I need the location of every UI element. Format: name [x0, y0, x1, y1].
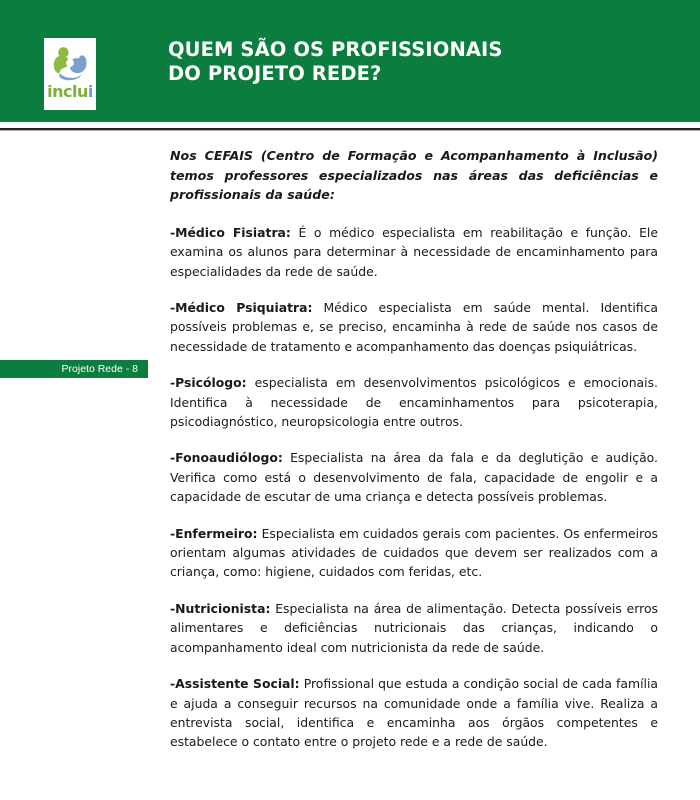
- professional-entry: [170, 223, 658, 281]
- professional-entry: [170, 448, 658, 506]
- inclui-wordmark-text: inclu: [47, 82, 88, 101]
- inclui-wordmark-last-letter: i: [87, 82, 93, 101]
- intro-paragraph: Nos CEFAIS (Centro de Formação e Acompanhamento à Inclusão) temos professores especializados nas áreas das deficiências e profissionais da saúde:: [170, 148, 658, 203]
- professional-description: Especialista na área da fala e da deglutição e audição. Verifica como está o desenvolvimento de fala, capacidade de engolir e a capacidade de escutar de uma criança e detecta possíveis problemas.: [170, 450, 658, 505]
- professional-entry: [170, 298, 658, 356]
- professional-title: -Enfermeiro:: [170, 525, 258, 541]
- inclui-wordmark: [47, 84, 93, 100]
- professional-entry: [170, 599, 658, 657]
- professional-entry: [170, 674, 658, 752]
- professional-title: -Fonoaudiólogo:: [170, 450, 283, 466]
- professional-description: especialista em desenvolvimentos psicológicos e emocionais. Identifica à necessidade de encaminhamentos para psicoterapia, psicodiagnóstico, neuropsicologia entre outros.: [170, 375, 658, 430]
- page-footer-tab: Projeto Rede - 8: [0, 360, 148, 378]
- professional-title: -Médico Fisiatra:: [170, 224, 291, 240]
- professional-entry: [170, 524, 658, 582]
- inclui-people-swirl-icon: [48, 41, 92, 85]
- professional-entry: [170, 373, 658, 431]
- professional-description: Profissional que estuda a condição social de cada família e ajuda a conseguir recursos na comunidade onde a família vive. Realiza a entrevista social, identifica e encaminha aos órgãos competentes e estabelece o contato entre o projeto rede e a rede de saúde.: [170, 676, 658, 750]
- professional-title: -Assistente Social:: [170, 676, 300, 692]
- document-body: [170, 146, 658, 752]
- professional-description: Médico especialista em saúde mental. Identifica possíveis problemas e, se preciso, encaminha à rede de saúde nos casos de necessidade de tratamento e acompanhamento das doenças psiquiátricas.: [170, 300, 658, 354]
- professional-title: -Médico Psiquiatra:: [170, 300, 313, 315]
- professional-description: Especialista em cuidados gerais com pacientes. Os enfermeiros orientam algumas atividades de cuidados que devem ser realizados com a criança, como: higiene, cuidados com feridas, etc.: [170, 525, 658, 580]
- page-title-line-2: DO PROJETO REDE?: [168, 62, 382, 85]
- professional-description: Especialista na área de alimentação. Detecta possíveis erros alimentares e deficiências nutricionais das crianças, indicando o acompanhamento ideal com nutricionista da rede de saúde.: [170, 600, 658, 655]
- header-divider-grey: [0, 130, 700, 131]
- professional-title: -Nutricionista:: [170, 600, 271, 616]
- professional-title: -Psicólogo:: [170, 375, 247, 391]
- page-title: [168, 38, 503, 86]
- inclui-logo: [44, 38, 96, 110]
- professional-description: É o médico especialista em reabilitação e função. Ele examina os alunos para determinar à necessidade de encaminhamento para especialidades da rede de saúde.: [170, 224, 658, 279]
- page-title-line-1: QUEM SÃO OS PROFISSIONAIS: [168, 38, 503, 61]
- page-header: [0, 0, 700, 122]
